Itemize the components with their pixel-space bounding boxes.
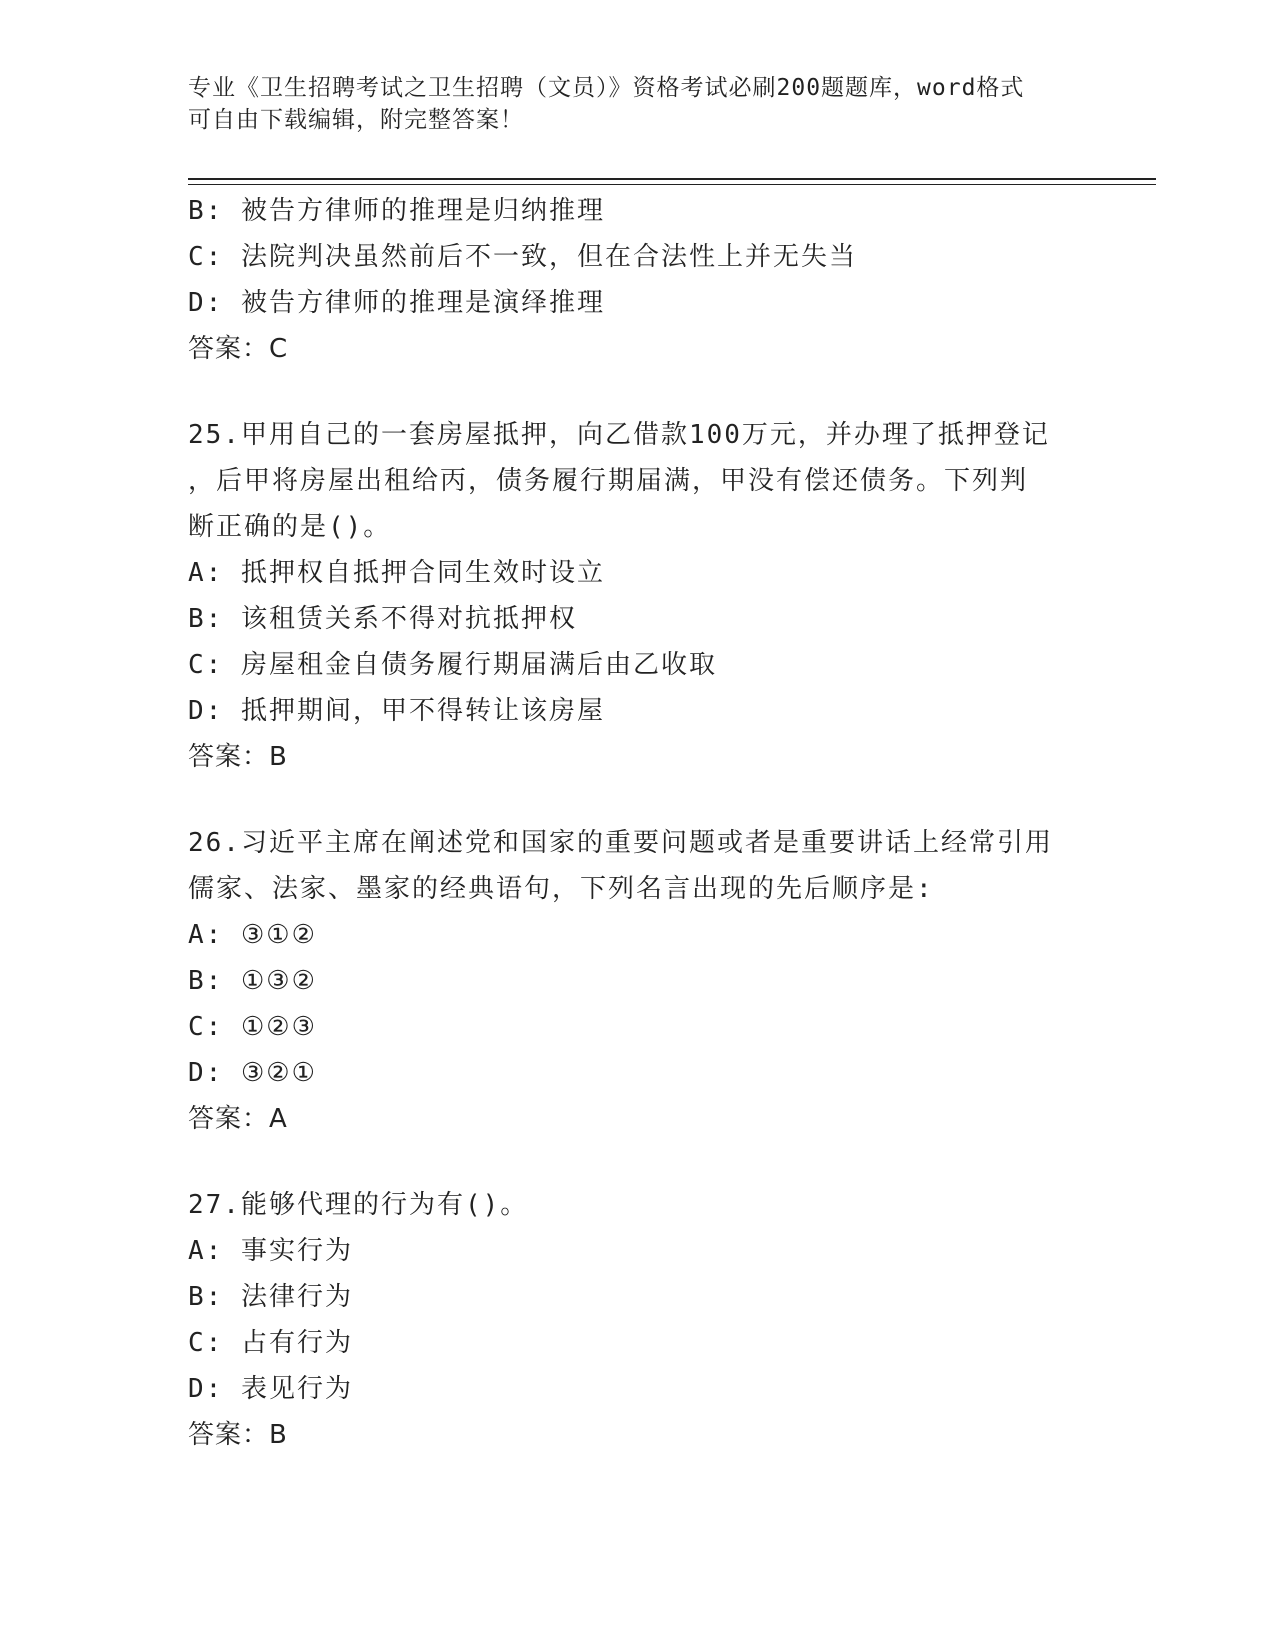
document-header [188, 72, 1088, 136]
question-stem-line: 27.能够代理的行为有()。 [188, 1190, 529, 1220]
answer-line: 答案：A [188, 1104, 288, 1134]
answer-line: 答案：B [188, 742, 288, 772]
question-stem-line: 断正确的是()。 [188, 512, 392, 542]
option-d: D: 被告方律师的推理是演绎推理 [188, 288, 605, 318]
option-b: B: ①③② [188, 966, 317, 996]
question-stem-line: 25.甲用自己的一套房屋抵押，向乙借款100万元，并办理了抵押登记 [188, 420, 1050, 450]
header-divider-thick [188, 178, 1156, 180]
question-stem-line: ，后甲将房屋出租给丙，债务履行期届满，甲没有偿还债务。下列判 [188, 466, 1029, 496]
option-b: B: 该租赁关系不得对抗抵押权 [188, 604, 577, 634]
header-divider-thin [188, 184, 1156, 185]
question-25 [188, 412, 1108, 780]
answer-line: 答案：C [188, 334, 289, 364]
header-line-1: 专业《卫生招聘考试之卫生招聘（文员）》资格考试必刷200题题库，word格式 [188, 75, 1025, 101]
header-line-2: 可自由下载编辑，附完整答案！ [188, 107, 524, 133]
question-stem-line: 儒家、法家、墨家的经典语句，下列名言出现的先后顺序是: [188, 874, 934, 904]
answer-line: 答案：B [188, 1420, 288, 1450]
option-d: D: 表见行为 [188, 1374, 353, 1404]
option-c: C: 房屋租金自债务履行期届满后由乙收取 [188, 650, 717, 680]
question-27 [188, 1182, 1108, 1458]
question-24-tail [188, 188, 1108, 372]
question-list [188, 188, 1108, 1458]
question-26 [188, 820, 1108, 1142]
option-b: B: 被告方律师的推理是归纳推理 [188, 196, 605, 226]
option-c: C: ①②③ [188, 1012, 317, 1042]
option-d: D: 抵押期间，甲不得转让该房屋 [188, 696, 605, 726]
option-c: C: 法院判决虽然前后不一致，但在合法性上并无失当 [188, 242, 857, 272]
option-b: B: 法律行为 [188, 1282, 353, 1312]
option-c: C: 占有行为 [188, 1328, 353, 1358]
question-stem-line: 26.习近平主席在阐述党和国家的重要问题或者是重要讲话上经常引用 [188, 828, 1053, 858]
option-a: A: 事实行为 [188, 1236, 353, 1266]
option-d: D: ③②① [188, 1058, 317, 1088]
option-a: A: ③①② [188, 920, 317, 950]
option-a: A: 抵押权自抵押合同生效时设立 [188, 558, 605, 588]
